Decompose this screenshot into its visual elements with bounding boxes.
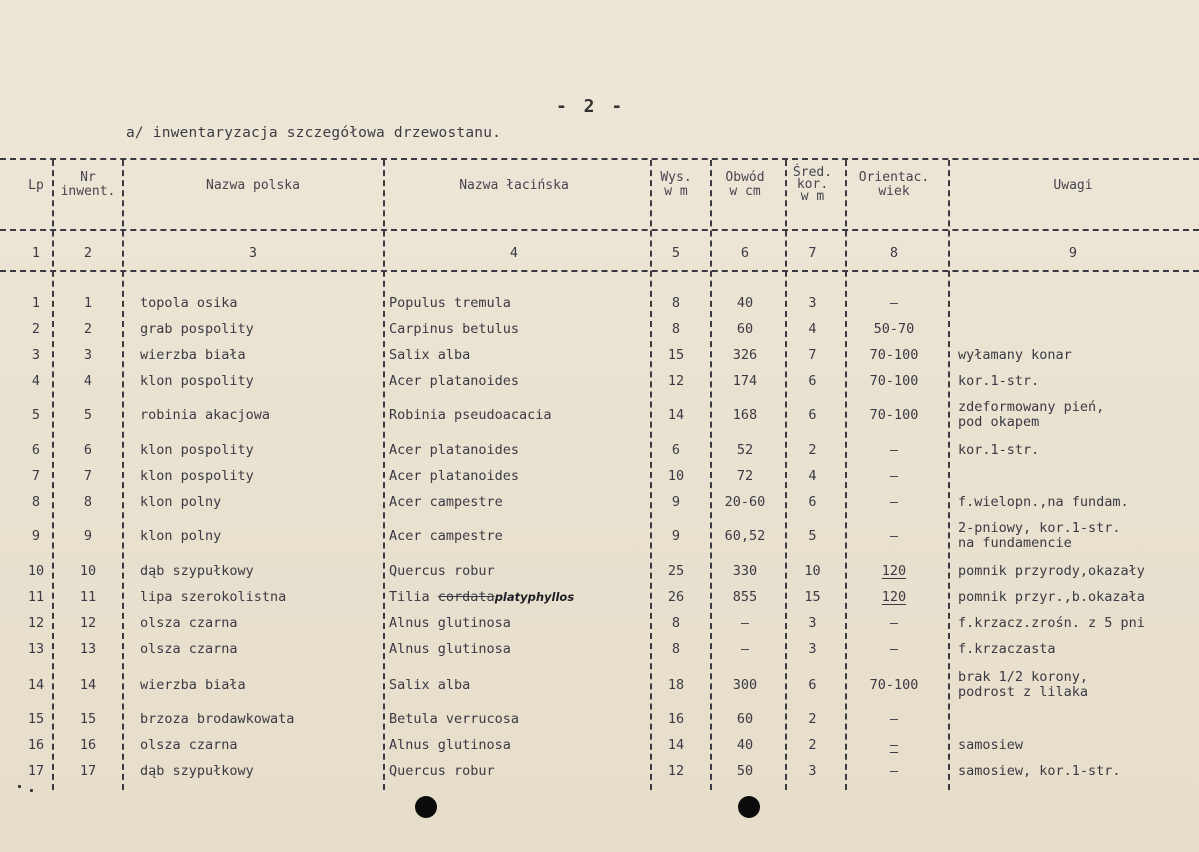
inventory-number-cell: 9 [83, 528, 93, 544]
inventory-number-cell: 13 [79, 641, 97, 657]
latin-name-struck-epithet: cordata [437, 589, 495, 605]
latin-name-cell [389, 590, 574, 605]
lp-cell: 5 [31, 407, 41, 423]
notes-cell: 2-pniowy, kor.1-str. [958, 520, 1121, 536]
height-cell: 8 [671, 321, 681, 337]
lp-cell: 13 [27, 641, 45, 657]
circumference-cell: 330 [732, 563, 758, 579]
polish-name-cell: klon polny [140, 494, 222, 510]
crown-diameter-cell: 5 [808, 528, 817, 544]
inventory-number-cell: 10 [79, 563, 97, 579]
notes-cell: kor.1-str. [958, 442, 1040, 458]
age-cell: – [889, 711, 899, 727]
lp-cell: 17 [27, 763, 45, 779]
height-cell: 15 [667, 347, 685, 363]
inventory-number-cell: 1 [83, 295, 93, 311]
column-header-crown-diameter: kor. [796, 177, 829, 192]
column-header-height: w m [664, 184, 688, 199]
crown-diameter-cell: 3 [808, 615, 817, 631]
latin-name-genus: Tilia [389, 589, 430, 605]
notes-cell: pod okapem [958, 414, 1040, 430]
column-number: 7 [808, 245, 817, 261]
lp-cell: 6 [31, 442, 41, 458]
latin-name-cell: Betula verrucosa [389, 711, 520, 727]
polish-name-cell: olsza czarna [140, 615, 238, 631]
polish-name-cell: klon pospolity [140, 468, 254, 484]
crown-diameter-cell: 3 [808, 295, 817, 311]
notes-cell: pomnik przyrody,okazały [958, 563, 1145, 579]
height-cell: 25 [667, 563, 685, 579]
polish-name-cell: topola osika [140, 295, 238, 311]
latin-name-cell: Salix alba [389, 347, 471, 363]
height-cell: 12 [667, 373, 685, 389]
polish-name-cell: robinia akacjowa [140, 407, 271, 423]
lp-cell: 11 [27, 589, 45, 605]
notes-cell: samosiew [958, 737, 1024, 753]
table-rule [0, 270, 1199, 272]
column-header-polish-name: Nazwa polska [206, 178, 300, 193]
crown-diameter-cell: 6 [808, 494, 817, 510]
page-number: - 2 - [556, 96, 626, 117]
inventory-number-cell: 4 [83, 373, 93, 389]
circumference-cell: 50 [736, 763, 754, 779]
height-cell: 26 [667, 589, 685, 605]
notes-cell: f.krzacz.zrośn. z 5 pni [958, 615, 1145, 631]
height-cell: 14 [667, 407, 685, 423]
lp-cell: 16 [27, 737, 45, 753]
column-header-crown-diameter: w m [800, 189, 825, 204]
circumference-cell: 174 [732, 373, 758, 389]
circumference-cell: 300 [732, 677, 758, 693]
notes-cell: f.krzaczasta [958, 641, 1056, 657]
crown-diameter-cell: 2 [808, 711, 817, 727]
age-cell: – [889, 468, 899, 484]
latin-name-cell: Quercus robur [389, 563, 495, 579]
height-cell: 8 [671, 295, 681, 311]
crown-diameter-cell: 15 [804, 589, 821, 605]
column-header-latin-name: Nazwa łacińska [459, 178, 569, 193]
lp-cell: 4 [31, 373, 41, 389]
lp-cell: 8 [31, 494, 41, 510]
inventory-number-cell: 8 [83, 494, 93, 510]
circumference-cell: 20-60 [724, 494, 766, 510]
notes-cell: f.wielopn.,na fundam. [958, 494, 1129, 510]
age-cell: – [889, 641, 899, 657]
inventory-number-cell: 2 [83, 321, 93, 337]
height-cell: 10 [667, 468, 685, 484]
circumference-cell: 168 [732, 407, 758, 423]
inventory-number-cell: 7 [83, 468, 93, 484]
latin-name-cell: Acer platanoides [389, 373, 520, 389]
age-cell: – [889, 763, 899, 779]
age-cell: 50-70 [873, 321, 915, 337]
latin-name-cell: Acer campestre [389, 494, 503, 510]
age-cell: 120 [881, 589, 907, 605]
height-cell: 9 [671, 494, 681, 510]
lp-cell: 9 [31, 528, 41, 544]
polish-name-cell: dąb szypułkowy [140, 563, 254, 579]
circumference-cell: 60 [736, 711, 754, 727]
polish-name-cell: klon polny [140, 528, 222, 544]
age-cell: – [889, 615, 899, 631]
age-cell: – [889, 295, 899, 311]
age-cell: – [889, 494, 899, 510]
age-cell: – [889, 528, 899, 544]
polish-name-cell: olsza czarna [140, 737, 238, 753]
height-cell: 16 [667, 711, 685, 727]
inventory-number-cell: 6 [83, 442, 93, 458]
polish-name-cell: brzoza brodawkowata [140, 711, 295, 727]
punch-hole-right [738, 796, 760, 818]
crown-diameter-cell: 10 [804, 563, 821, 579]
column-header-circumference: w cm [729, 184, 761, 199]
column-header-age: wiek [878, 184, 910, 199]
latin-name-cell: Acer campestre [389, 528, 503, 544]
lp-cell: 15 [27, 711, 45, 727]
height-cell: 8 [671, 641, 681, 657]
lp-cell: 2 [31, 321, 41, 337]
lp-cell: 1 [31, 295, 41, 311]
latin-name-cell: Carpinus betulus [389, 321, 520, 337]
latin-name-cell: Alnus glutinosa [389, 737, 511, 753]
column-header-inventory-number: inwent. [60, 184, 116, 199]
circumference-cell: 72 [736, 468, 754, 484]
crown-diameter-cell: 4 [808, 468, 817, 484]
crown-diameter-cell: 2 [808, 737, 817, 753]
notes-cell: na fundamencie [958, 535, 1072, 551]
age-cell: 70-100 [869, 407, 919, 423]
polish-name-cell: grab pospolity [140, 321, 254, 337]
lp-cell: 3 [31, 347, 41, 363]
column-number: 8 [889, 245, 899, 261]
column-number: 6 [740, 245, 750, 261]
circumference-cell: – [740, 615, 750, 631]
circumference-cell: 60 [736, 321, 754, 337]
latin-name-cell: Salix alba [389, 677, 471, 693]
notes-cell: samosiew, kor.1-str. [958, 763, 1121, 779]
polish-name-cell: dąb szypułkowy [140, 763, 254, 779]
polish-name-cell: wierzba biała [140, 677, 246, 693]
polish-name-cell: lipa szerokolistna [140, 589, 287, 605]
circumference-cell: – [740, 641, 750, 657]
ink-speck [30, 789, 33, 792]
notes-cell: pomnik przyr.,b.okazała [958, 589, 1145, 605]
column-header-notes: Uwagi [1053, 178, 1093, 193]
notes-cell: podrost z lilaka [958, 684, 1089, 700]
latin-name-cell: Populus tremula [389, 295, 511, 311]
inventory-number-cell: 3 [83, 347, 93, 363]
circumference-cell: 326 [732, 347, 758, 363]
column-separator [122, 160, 124, 790]
crown-diameter-cell: 2 [808, 442, 817, 458]
age-cell: 120 [881, 563, 907, 579]
inventory-number-cell: 17 [79, 763, 97, 779]
column-separator [52, 160, 54, 790]
circumference-cell: 40 [736, 295, 754, 311]
inventory-number-cell: 11 [79, 589, 97, 605]
table-rule [0, 229, 1199, 231]
crown-diameter-cell: 6 [808, 373, 817, 389]
height-cell: 6 [671, 442, 681, 458]
column-number: 5 [671, 245, 681, 261]
age-cell: – [889, 442, 899, 458]
section-title: a/ inwentaryzacja szczegółowa drzewostanu. [126, 125, 502, 141]
latin-name-cell: Acer platanoides [389, 442, 520, 458]
lp-cell: 14 [27, 677, 45, 693]
age-cell: 70-100 [869, 677, 919, 693]
notes-cell: kor.1-str. [958, 373, 1040, 389]
age-cell: 70-100 [869, 347, 919, 363]
punch-hole-left [415, 796, 437, 818]
latin-name-cell: Quercus robur [389, 763, 495, 779]
table-rule [0, 158, 1199, 160]
age-cell: – [889, 737, 899, 753]
crown-diameter-cell: 4 [808, 321, 817, 337]
height-cell: 14 [667, 737, 685, 753]
inventory-number-cell: 5 [83, 407, 93, 423]
crown-diameter-cell: 7 [808, 347, 817, 363]
circumference-cell: 60,52 [724, 528, 766, 544]
polish-name-cell: klon pospolity [140, 442, 254, 458]
inventory-number-cell: 15 [79, 711, 97, 727]
inventory-number-cell: 12 [79, 615, 97, 631]
polish-name-cell: olsza czarna [140, 641, 238, 657]
column-header-age: Orientac. [858, 170, 930, 185]
circumference-cell: 855 [732, 589, 758, 605]
circumference-cell: 52 [736, 442, 754, 458]
height-cell: 9 [671, 528, 681, 544]
lp-cell: 7 [31, 468, 41, 484]
ink-speck [18, 785, 21, 788]
age-cell: 70-100 [869, 373, 919, 389]
latin-name-handwritten-correction: platyphyllos [494, 590, 575, 604]
column-number: 3 [248, 245, 258, 261]
notes-cell: wyłamany konar [958, 347, 1072, 363]
polish-name-cell: klon pospolity [140, 373, 254, 389]
crown-diameter-cell: 3 [808, 641, 817, 657]
height-cell: 18 [667, 677, 685, 693]
column-header-crown-diameter: Śred. [792, 165, 833, 180]
column-header-circumference: Obwód [725, 170, 765, 185]
crown-diameter-cell: 6 [808, 677, 817, 693]
lp-cell: 12 [27, 615, 45, 631]
notes-cell: brak 1/2 korony, [958, 669, 1089, 685]
circumference-cell: 40 [736, 737, 754, 753]
crown-diameter-cell: 3 [808, 763, 817, 779]
column-header-inventory-number: Nr [80, 170, 96, 185]
column-number: 4 [509, 245, 519, 261]
column-header-height: Wys. [660, 170, 692, 185]
column-number: 1 [31, 245, 41, 261]
inventory-number-cell: 16 [79, 737, 97, 753]
latin-name-cell: Alnus glutinosa [389, 641, 511, 657]
notes-cell: zdeformowany pień, [958, 399, 1105, 415]
latin-name-cell: Robinia pseudoacacia [389, 407, 552, 423]
column-number: 2 [83, 245, 93, 261]
inventory-number-cell: 14 [79, 677, 97, 693]
lp-cell: 10 [27, 563, 45, 579]
crown-diameter-cell: 6 [808, 407, 817, 423]
latin-name-cell: Acer platanoides [389, 468, 520, 484]
height-cell: 12 [667, 763, 685, 779]
polish-name-cell: wierzba biała [140, 347, 246, 363]
column-number: 9 [1068, 245, 1078, 261]
height-cell: 8 [671, 615, 681, 631]
latin-name-cell: Alnus glutinosa [389, 615, 511, 631]
column-header-lp: Lp [28, 178, 44, 193]
